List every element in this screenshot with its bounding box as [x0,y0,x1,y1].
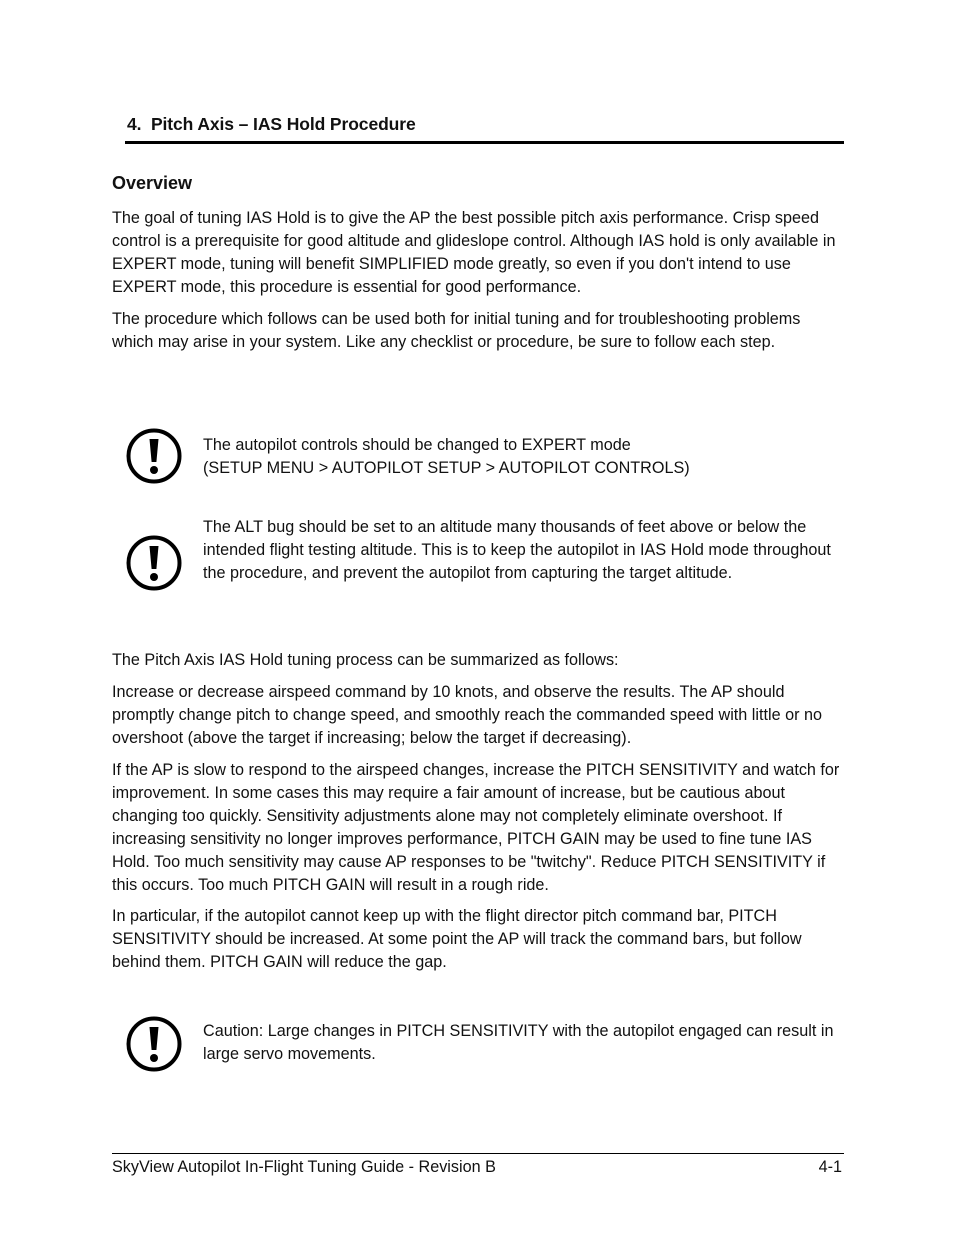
overview-paragraph-2: The procedure which follows can be used both for initial tuning and for troubleshooting problems which may arise in your system. Like any checklist or procedure, be sure to follow each step. [112,310,801,351]
overview-heading: Overview [112,173,193,193]
summary-intro: The Pitch Axis IAS Hold tuning process can be summarized as follows: [112,651,619,669]
notice-alt-bug: The ALT bug should be set to an altitude many thousands of feet above or below the intended flight testing altitude. This is to keep the autopilot in IAS Hold mode throughout the procedure, and prevent the autopilot from capturing the target altitude. [203,518,831,582]
procedure-paragraph-2: If the AP is slow to respond to the airspeed changes, increase the PITCH SENSITIVITY and watch for improvement. In some cases this may require a fair amount of increase, but be cautious about changing too quickly. Sensitivity adjustments alone may not completely eliminate overshoot. If increasing sensitivity no longer improves performance, PITCH GAIN may be used to fine tune IAS Hold. Too much sensitivity may cause AP responses to be "twitchy". Reduce PITCH SENSITIVITY if this occurs. Too much PITCH GAIN will result in a rough ride. [112,761,840,894]
exclamation-circle-icon [126,428,182,484]
section-number: 4. [127,114,142,134]
exclamation-circle-icon [126,1016,182,1072]
footer-rule [112,1153,844,1154]
section-title [127,114,416,135]
section-title-text: Pitch Axis – IAS Hold Procedure [150,114,416,134]
footer-title: SkyView Autopilot In-Flight Tuning Guide - Revision B [112,1158,496,1176]
procedure-paragraph-1: Increase or decrease airspeed command by 10 knots, and observe the results. The AP should promptly change pitch to change speed, and smoothly reach the commanded speed with little or no overshoot (above the target if increasing; below the target if decreasing). [112,683,822,747]
title-rule [125,141,844,144]
notice-line: (SETUP MENU > AUTOPILOT SETUP > AUTOPILOT CONTROLS) [203,459,690,477]
notice-caution: Caution: Large changes in PITCH SENSITIVITY with the autopilot engaged can result in large servo movements. [203,1022,834,1063]
notice-line: The autopilot controls should be changed to EXPERT mode [203,436,631,454]
overview-paragraph-1: The goal of tuning IAS Hold is to give the AP the best possible pitch axis performance. Crisp speed control is a prerequisite for good altitude and glideslope control. Although IAS hold is only available in EXPERT mode, tuning will benefit SIMPLIFIED mode greatly, so even if you don't intend to use EXPERT mode, this procedure is essential for good performance. [112,209,836,296]
exclamation-circle-icon [126,535,182,591]
page-number: 4-1 [818,1158,842,1176]
notice-expert-mode [203,434,843,480]
procedure-paragraph-3: In particular, if the autopilot cannot keep up with the flight director pitch command bar, PITCH SENSITIVITY should be increased. At some point the AP will track the command bars, but follow behind them. PITCH GAIN will reduce the gap. [112,907,802,971]
